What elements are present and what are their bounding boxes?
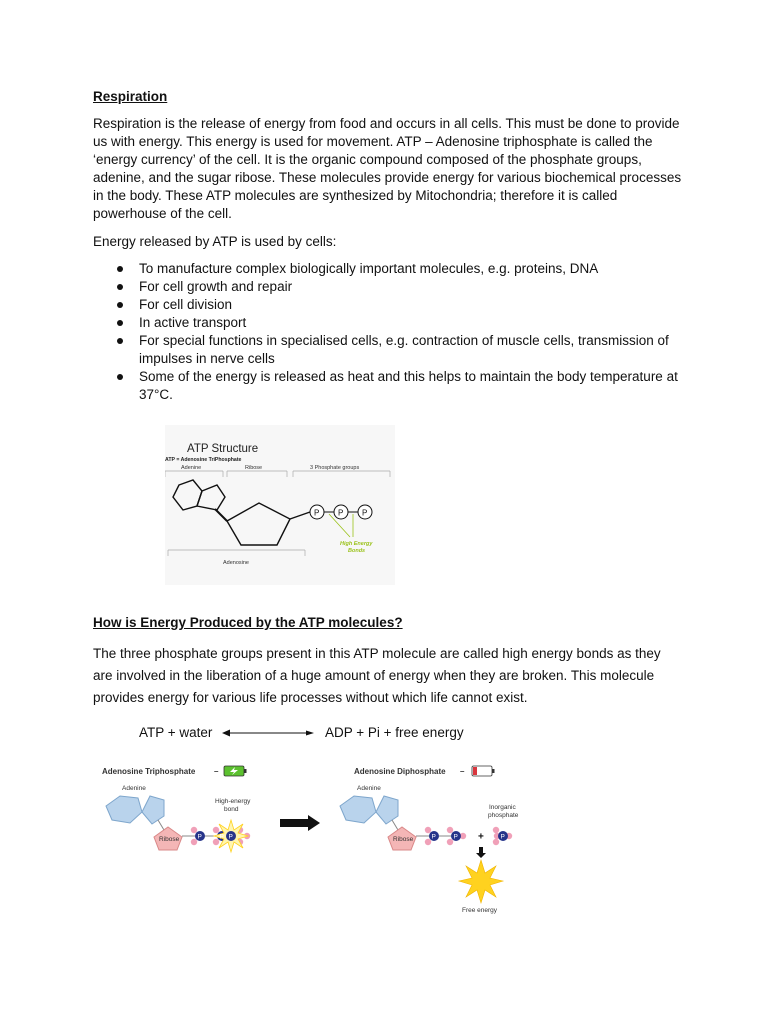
energy-uses-list — [93, 260, 683, 404]
down-arrow-icon — [476, 847, 486, 858]
adenosine-label: Adenosine — [223, 560, 249, 566]
battery-low-icon — [472, 766, 495, 776]
atp-structure-title: ATP Structure — [187, 443, 259, 455]
heading-energy-production: How is Energy Produced by the ATP molecules? — [93, 615, 403, 630]
phosphate-symbol: P — [338, 508, 344, 518]
list-item: For special functions in specialised cells, e.g. contraction of muscle cells, transmission of impulses in nerve cells — [93, 332, 683, 368]
atp-title: Adenosine Triphosphate — [102, 767, 196, 776]
phosphate-symbol: P — [362, 508, 368, 518]
free-energy-starburst-icon — [459, 860, 503, 903]
phosphate-symbol: P — [219, 833, 224, 841]
list-item: For cell growth and repair — [93, 278, 683, 296]
phosphate-symbol: P — [228, 833, 233, 841]
adp-title: Adenosine Diphosphate — [354, 767, 446, 776]
reversible-arrow-icon — [222, 727, 314, 739]
atp-ribose-label: Ribose — [159, 836, 180, 843]
battery-full-icon — [224, 766, 247, 776]
plus-sign: + — [478, 831, 484, 843]
atp-adenine-label: Adenine — [122, 785, 146, 792]
list-item: To manufacture complex biologically important molecules, e.g. proteins, DNA — [93, 260, 683, 278]
adp-title-dash: – — [460, 767, 465, 776]
phosphate-symbol: P — [314, 508, 320, 518]
intro-paragraph: Respiration is the release of energy from food and occurs in all cells. This must be done to provide us with energy. This energy is used for movement. ATP – Adenosine triphosphate is called the ‘energy currency’ of the cell. It is the organic compound composed of the phosphate groups, adenine, and the sugar ribose. These molecules provide energy for various biochemical processes in the body. These ATP molecules are synthesized by Mitochondria; therefore it is called powerhouse of the cell. — [93, 116, 682, 221]
phosphate-symbol: P — [197, 833, 202, 841]
atp-adenine-hexagon — [106, 796, 142, 823]
adp-adenine-label: Adenine — [357, 785, 381, 792]
high-energy-bond-label-2: bond — [224, 806, 239, 813]
atp-structure-subtitle: ATP = Adenosine TriPhosphate — [165, 457, 242, 463]
atp-structure-figure — [165, 425, 395, 585]
equation-right: ADP + Pi + free energy — [325, 725, 464, 740]
phosphate-symbol: P — [500, 833, 505, 841]
list-item: In active transport — [93, 314, 683, 332]
adp-adenine-hexagon — [340, 796, 376, 823]
phosphate-bonds-paragraph: The three phosphate groups present in this ATP molecule are called high energy bonds as they are involved in the liberation of a huge amount of energy when they are broken. This molecule provides energy for various life processes without which life cannot exist. — [93, 646, 661, 705]
list-item: Some of the energy is released as heat and this helps to maintain the body temperature at 37°C. — [93, 368, 683, 404]
high-energy-bonds-label: High Energy — [340, 541, 373, 547]
energy-uses-intro: Energy released by ATP is used by cells: — [93, 234, 337, 249]
atp-adenine-pentagon — [142, 796, 164, 824]
reaction-arrow-icon — [280, 815, 320, 831]
list-item: For cell division — [93, 296, 683, 314]
high-energy-bond-label: High-energy — [215, 798, 251, 805]
heading-respiration: Respiration — [93, 89, 168, 104]
adp-adenine-pentagon — [376, 796, 398, 824]
adp-ribose-label: Ribose — [393, 836, 414, 843]
inorganic-phosphate-label-2: phosphate — [488, 812, 519, 819]
phosphate-groups-label: 3 Phosphate groups — [310, 465, 360, 471]
high-energy-bonds-label-2: Bonds — [348, 548, 366, 554]
free-energy-label: Free energy — [462, 907, 498, 914]
adenine-label: Adenine — [181, 465, 202, 471]
phosphate-symbol: P — [453, 833, 458, 841]
atp-title-dash: – — [214, 767, 219, 776]
phosphate-symbol: P — [431, 833, 436, 841]
inorganic-phosphate-label: Inorganic — [489, 804, 516, 811]
atp-adp-reaction-figure — [100, 760, 540, 920]
ribose-label: Ribose — [245, 465, 263, 471]
equation-left: ATP + water — [139, 725, 213, 740]
